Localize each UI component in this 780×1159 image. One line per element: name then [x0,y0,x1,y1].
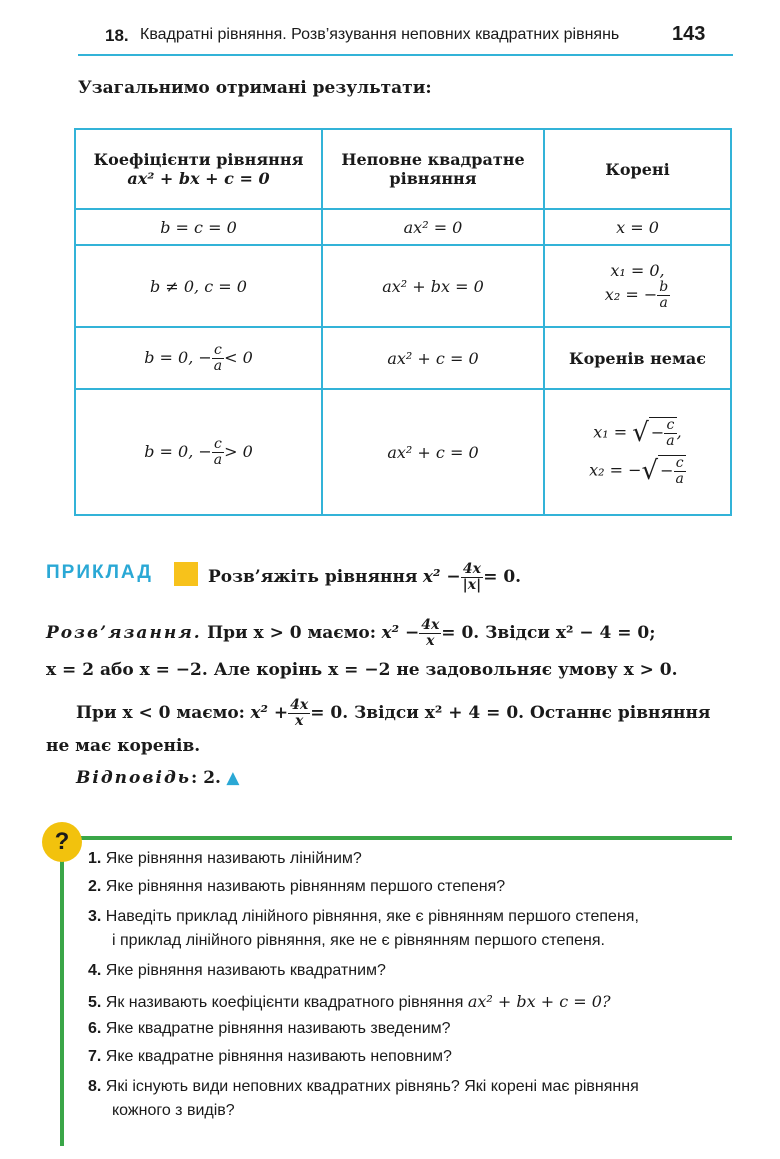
example-marker [174,562,198,586]
section-number: 18. [105,26,129,45]
question-mark-icon: ? [42,822,82,862]
section-title: Квадратні рівняння. Розв’язування неповних квадратних рівнянь [140,26,620,43]
solution-line-4: не має коренів. [46,736,201,756]
list-item: 2. Яке рівняння називають рівнянням першого степеня? [88,878,506,895]
answer-line: Відповідь: 2. ▲ [76,768,240,788]
list-item: 3. Наведіть приклад лінійного рівняння, яке є рівнянням першого степеня, [88,908,639,925]
table-row [75,209,731,245]
cell-roots: x₁ = √ − $\frac{c}{a}$ , x₂ = −√ − $\frac{c}{a}$ [544,389,731,515]
list-item: 7. Яке квадратне рівняння називають неповним? [88,1048,452,1065]
cell-roots: x = 0 [544,209,731,245]
page-number: 143 [672,23,706,45]
cell-condition: b = 0, − $\frac{c}{a}$ < 0 [75,327,322,389]
header-incomplete-equation: Неповне квадратне рівняння [322,129,544,209]
questions-left-rule [60,836,64,1146]
summary-title: Узагальнимо отримані результати: [78,78,432,98]
questions-top-rule [60,836,732,840]
solution-line-2: x = 2 або x = −2. Але корінь x = −2 не задовольняє умову x > 0. [46,660,678,680]
example-task: Розв’яжіть рівняння x² − $\frac{4x}{|x|}$ = 0. [208,561,522,593]
page-header [0,18,780,58]
cell-equation: ax² + bx = 0 [322,245,544,327]
table-row [75,327,731,389]
list-item: 1. Яке рівняння називають лінійним? [88,850,362,867]
header-coefficients: Коефіцієнти рівняння ax² + bx + c = 0 [75,129,322,209]
table-header-row [75,129,731,209]
list-item: 5. Як називають коефіцієнти квадратного рівняння ax² + bx + c = 0? [88,992,611,1011]
cell-condition: b ≠ 0, c = 0 [75,245,322,327]
cell-equation: ax² + c = 0 [322,327,544,389]
header-roots: Корені [544,129,731,209]
cell-equation: ax² = 0 [322,209,544,245]
list-item-continuation: кожного з видів? [112,1102,235,1119]
list-item-continuation: і приклад лінійного рівняння, яке не є рівнянням першого степеня. [112,932,605,949]
example-label: ПРИКЛАД [46,562,153,583]
table-row [75,389,731,515]
solution-line-3: При x < 0 маємо: x² + $\frac{4x}{x}$ = 0. Звідси x² + 4 = 0. Останнє рівняння [76,697,711,729]
list-item: 4. Яке рівняння називають квадратним? [88,962,386,979]
solution-line-1: Розв’язання. При x > 0 маємо: x² − $\frac{4x}{x}$ = 0. Звідси x² − 4 = 0; [46,617,656,649]
header-rule [78,54,733,56]
cell-roots: Коренів немає [544,327,731,389]
table-row [75,245,731,327]
cell-equation: ax² + c = 0 [322,389,544,515]
cell-condition: b = c = 0 [75,209,322,245]
summary-table [74,128,732,516]
cell-condition: b = 0, − $\frac{c}{a}$ > 0 [75,389,322,515]
cell-roots: x₁ = 0, x₂ = − $\frac{b}{a}$ [544,245,731,327]
list-item: 8. Які існують види неповних квадратних рівнянь? Які корені має рівняння [88,1078,639,1095]
end-triangle-icon: ▲ [226,768,240,788]
list-item: 6. Яке квадратне рівняння називають зведеним? [88,1020,451,1037]
questions-box [54,828,732,1146]
